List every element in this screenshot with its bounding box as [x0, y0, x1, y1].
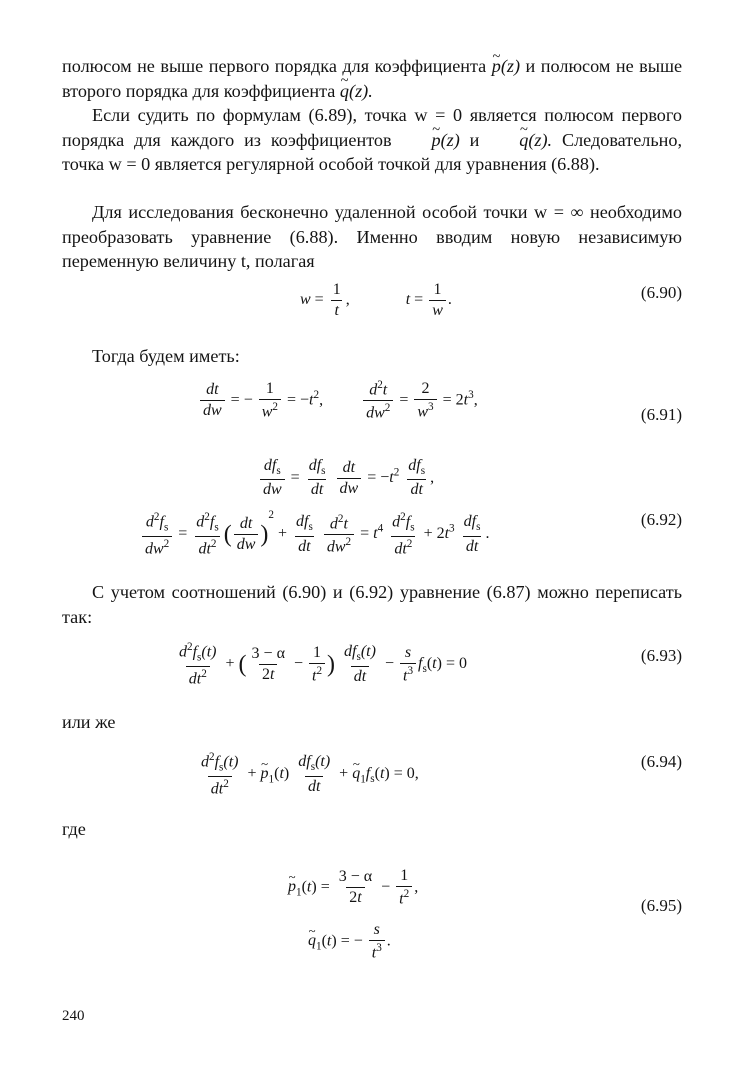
paragraph-3: Для исследования бесконечно удаленной особой точки w = ∞ необходимо преобразовать уравнение (6.88). Именно вводим новую независимую переменную величину t, полагая [62, 202, 682, 271]
equation-6-93: $\frac{d^2f_s(t)}{dt^2}$ + ( $\frac{3 - \alpha}{2t}$ − $\frac{1}{t^2}$ ) $\frac{df_s(t)}{dt}$ − $\frac{s}{t^3}$ $f_s(t) = 0$ [179, 641, 467, 688]
coef-q-tilde-2: ~ q(z). [489, 130, 552, 150]
paragraph-6: или же [62, 712, 116, 732]
equation-6-92-line-1: $\frac{df_s}{dw}$ = $\frac{df_s}{dt}$ $\frac{dt}{dw}$ = $-t^2$ $\frac{df_s}{dt}$ , [258, 458, 434, 498]
equation-6-90: w = $\frac{1}{t}$ , t = $\frac{1}{w}$ . [300, 281, 452, 319]
paragraph-5: С учетом соотношений (6.90) и (6.92) уравнение (6.87) можно переписать так: [62, 582, 682, 627]
paragraph-1 [62, 54, 682, 103]
equation-number-6-94: (6.94) [640, 752, 682, 771]
equation-6-92-line-2: $\frac{d^2f_s}{dw^2}$ = $\frac{d^2f_s}{dt^2}$ ( $\frac{dt}{dw}$ )$^2$ + $\frac{df_s}{dt}$ $\frac{d^2t}{dw^2}$ = $t^4$ $\frac{d^2f_s}{dt^2}$ + $2t^3$ $\frac{df_s}{dt}$ . [140, 510, 489, 557]
paragraph-2-text-b: и [469, 129, 480, 150]
equation-6-91: $\frac{dt}{dw}$ = − $\frac{1}{w^2}$ = $-t^2$, $\frac{d^2t}{dw^2}$ = $\frac{2}{w^3}$ = $2t^3$, [198, 380, 478, 422]
paragraph-1-text-a: полюсом не выше первого порядка для коэффициента [62, 56, 487, 76]
equation-6-94: $\frac{d^2f_s(t)}{dt^2}$ + ~ $p_1(t)$ $\frac{df_s(t)}{dt}$ + ~ $q_1f_s(t) = 0$, [196, 752, 419, 797]
paragraph-2 [62, 103, 682, 177]
equation-number-6-95: (6.95) [640, 896, 682, 915]
equation-6-95-line-2: ~ $q_1(t)$ = − $\frac{s}{t^3}$ . [308, 922, 391, 961]
paragraph-2-text-a: Если судить по формулам (6.89), точка w = 0 является полюсом первого порядка для каждого из коэффициентов [62, 105, 682, 150]
coef-q-tilde: ~ q(z). [340, 81, 373, 101]
equation-number-6-91: (6.91) [640, 405, 682, 424]
paragraph-2-text-c: Следовательно, точка w = 0 является регулярной особой точкой для уравнения (6.88). [62, 129, 683, 174]
paragraph-7: где [62, 819, 86, 839]
paragraph-1-text-c: полюсом не выше второго порядка для коэффициента [62, 56, 683, 101]
equation-number-6-90: (6.90) [640, 283, 682, 302]
paragraph-1-text-b: и [525, 56, 536, 76]
equation-number-6-93: (6.93) [640, 646, 682, 665]
paragraph-4: Тогда будем иметь: [92, 346, 240, 366]
coef-p-tilde: ~ p(z) [492, 56, 520, 76]
page-number: 240 [62, 1008, 85, 1024]
coef-p-tilde-2: ~ p(z) [401, 130, 459, 150]
equation-6-95-line-1: ~ $p_1(t)$ = $\frac{3 - \alpha}{2t}$ − $\frac{1}{t^2}$ , [288, 868, 418, 907]
equation-number-6-92: (6.92) [640, 510, 682, 529]
